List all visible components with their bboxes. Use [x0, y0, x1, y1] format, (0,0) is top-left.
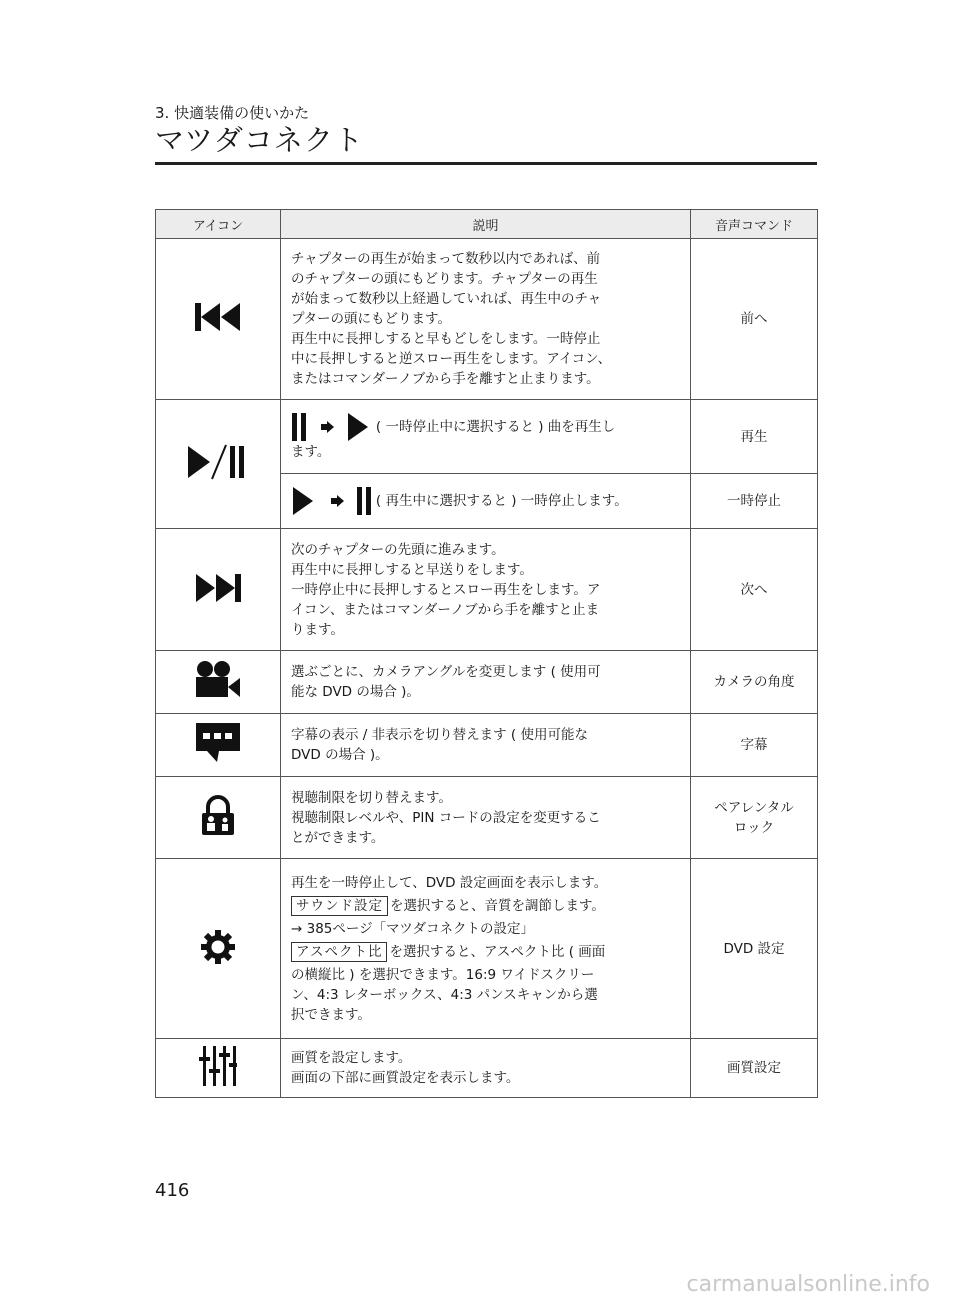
table-row — [156, 859, 818, 1039]
subtitle-icon — [195, 722, 241, 764]
voice-command-cell: 字幕 — [691, 714, 818, 777]
description-cell — [281, 474, 691, 529]
pause-icon — [291, 412, 307, 442]
description-line: プターの頭にもどります。 — [291, 311, 451, 327]
description-line: のチャプターの頭にもどります。チャプターの再生 — [291, 271, 598, 287]
description-cell — [281, 529, 691, 651]
page-number: 416 — [155, 1180, 190, 1201]
description-line: 視聴制限を切り替えます。 — [291, 789, 452, 806]
description-line: ます。 — [291, 443, 331, 460]
description-line: 再生中に長押しすると早送りをします。 — [291, 561, 533, 578]
voice-command-cell: DVD 設定 — [691, 859, 818, 1039]
description-line: 次のチャプターの先頭に進みます。 — [291, 541, 505, 558]
description-line: の横縦比 ) を選択できます。16:9 ワイドスクリー — [291, 966, 595, 983]
description-cell — [281, 714, 691, 777]
icon-cell — [156, 777, 281, 859]
column-header-description: 説明 — [281, 210, 691, 239]
description-text: を選択すると、アスペクト比 ( 画面 — [389, 943, 606, 960]
description-line: 画質を設定します。 — [291, 1050, 412, 1066]
camera-angle-icon — [194, 660, 242, 700]
table-row — [156, 714, 818, 777]
table-header-row — [156, 210, 818, 239]
icon-cell — [156, 529, 281, 651]
table-row — [156, 239, 818, 400]
skip-next-icon — [194, 573, 242, 603]
voice-command-cell: 再生 — [691, 400, 818, 474]
description-line: 画面の下部に画質設定を表示します。 — [291, 1070, 520, 1086]
arrow-right-icon — [321, 494, 351, 508]
description-cell — [281, 239, 691, 400]
description-cell — [281, 400, 691, 474]
parental-lock-icon — [199, 795, 237, 837]
description-line: 中に長押しすると逆スロー再生をします。アイコン、 — [291, 351, 612, 367]
skip-previous-icon — [194, 302, 242, 332]
table-row — [156, 400, 818, 474]
table-row — [156, 651, 818, 714]
icon-cell — [156, 239, 281, 400]
voice-command-cell: 画質設定 — [691, 1039, 818, 1098]
column-header-icon: アイコン — [156, 210, 281, 239]
icon-cell — [156, 714, 281, 777]
description-line: 能な DVD の場合 )。 — [291, 684, 420, 700]
icon-cell — [156, 651, 281, 714]
description-line — [291, 896, 680, 916]
description-line: またはコマンダーノブから手を離すと止まります。 — [291, 371, 600, 387]
voice-command-cell: 次へ — [691, 529, 818, 651]
play-icon — [291, 486, 317, 516]
description-text: を選択すると、音質を調節します。 — [390, 897, 605, 914]
description-line: 再生を一時停止して、DVD 設定画面を表示します。 — [291, 874, 608, 891]
pause-icon — [356, 486, 372, 516]
voice-command-cell: 前へ — [691, 239, 818, 400]
description-line: 視聴制限レベルや、PIN コードの設定を変更するこ — [291, 809, 601, 826]
description-line — [291, 412, 680, 442]
sound-settings-label: サウンド設定 — [291, 896, 388, 916]
feature-table — [155, 209, 818, 1098]
description-line: 再生中に長押しすると早もどしをします。一時停止 — [291, 331, 601, 347]
description-line: イコン、またはコマンダーノブから手を離すと止ま — [291, 601, 600, 618]
description-line: 択できます。 — [291, 1006, 371, 1023]
voice-command-cell: カメラの角度 — [691, 651, 818, 714]
voice-command-cell: 一時停止 — [691, 474, 818, 529]
description-line: ン、4:3 レターボックス、4:3 パンスキャンから選 — [291, 986, 598, 1003]
description-line: 選ぶごとに、カメラアングルを変更します ( 使用可 — [291, 664, 601, 680]
description-line: とができます。 — [291, 829, 385, 846]
description-text: ( 一時停止中に選択すると ) 曲を再生し — [375, 418, 616, 435]
icon-cell — [156, 859, 281, 1039]
voice-command-line: ロック — [733, 819, 775, 836]
icon-cell — [156, 400, 281, 529]
description-line: ります。 — [291, 621, 344, 638]
description-cell — [281, 777, 691, 859]
table-row — [156, 529, 818, 651]
aspect-ratio-label: アスペクト比 — [291, 942, 387, 962]
description-cell — [281, 859, 691, 1039]
description-line — [291, 486, 680, 516]
description-cell — [281, 651, 691, 714]
description-line: が始まって数秒以上経過していれば、再生中のチャ — [291, 291, 602, 307]
gear-icon — [199, 928, 237, 966]
play-pause-icon — [188, 444, 248, 480]
description-line: 字幕の表示 / 非表示を切り替えます ( 使用可能な — [291, 727, 588, 743]
page-reference: → 385ページ「マツダコネクトの設定」 — [291, 920, 535, 937]
icon-cell — [156, 1039, 281, 1098]
description-cell — [281, 1039, 691, 1098]
table-row — [156, 777, 818, 859]
voice-command-cell — [691, 777, 818, 859]
description-line: 一時停止中に長押しするとスロー再生をします。ア — [291, 581, 601, 598]
description-line — [291, 942, 680, 962]
description-text: ( 再生中に選択すると ) 一時停止します。 — [375, 493, 628, 509]
title-rule — [155, 162, 817, 165]
arrow-right-icon — [311, 420, 341, 434]
section-label: 3. 快適装備の使いかた — [155, 104, 310, 122]
voice-command-line: ペアレンタル — [714, 799, 794, 816]
table-row — [156, 1039, 818, 1098]
page-title: マツダコネクト — [155, 123, 364, 157]
description-line: DVD の場合 )。 — [291, 747, 389, 763]
description-line: チャプターの再生が始まって数秒以内であれば、前 — [291, 251, 601, 267]
equalizer-icon — [198, 1045, 238, 1087]
play-icon — [346, 412, 372, 442]
column-header-voice-command: 音声コマンド — [691, 210, 818, 239]
watermark: carmanualsonline.info — [686, 1272, 930, 1297]
